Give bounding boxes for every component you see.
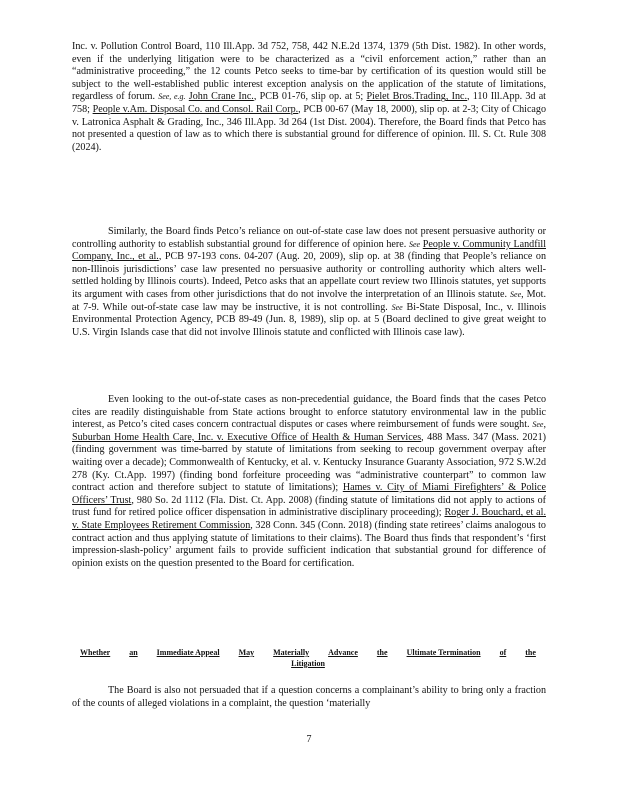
case-citation: People v. Community Landfill Company, Inc., et al. (72, 238, 546, 263)
paragraph-text: Even looking to the out-of-state cases as non-precedential guidance, the Board finds that the cases Petco cites are readily distinguishable from State actions brought to enforce statutory environmental law in the public interest, as Petco’s cited cases concern contractual disputes or cases where reimbursement of funds were sought. (72, 394, 546, 431)
heading-word: the (525, 648, 536, 657)
case-citation: People v.Am. Disposal Co. and Consol. Rail Corp. (92, 103, 299, 115)
paragraph-text: , PCB 00-67 (May 18, 2000), slip op. at 2-3; City of Chicago v. Latronica Asphalt & Grading, Inc., 346 Ill.App. 3d 264 (1st Dist. 2004). Therefore, the Board finds that Petco has not presented a question of law as to which there is substantial ground for difference of opinion. Ill. S. Ct. Rule 308 (2024). (72, 103, 546, 153)
paragraph-4 (72, 685, 546, 710)
paragraph-text: , 328 Conn. 345 (Conn. 2018) (finding state retirees’ claims analogous to contract action and thus applying statute of limitations to their claims). The Board thus finds that respondent’s ‘first impression-slash-policy’ argument fails to provide sufficient indication that substantial ground for difference of opinion exists on the question presented to the Board for certification. (72, 519, 546, 569)
heading-word: Litigation (291, 659, 325, 668)
heading-word: Ultimate Termination (406, 648, 481, 657)
citation-signal: See, e.g. (158, 92, 186, 102)
heading-line-2 (80, 658, 536, 669)
heading-word: of (499, 648, 507, 657)
paragraph-1 (72, 41, 546, 154)
citation-signal: See (510, 289, 522, 299)
paragraph-text: Bi-State Disposal, Inc., v. Illinois Environmental Protection Agency, PCB 89-49 (Jun. 8, 1989), slip op. at 5 (Board declined to give great weight to U.S. Virgin Islands case that did not involve Illinois statute and conflicted with Illinois case law). (72, 301, 546, 338)
paragraph-text: , 488 Mass. 347 (Mass. 2021) (finding government was time-barred by statute of limitations from seeking to recoup government overpay after waiting over a decade); Commonwealth of Kentucky, et al. v. Kentucky Insurance Guaranty Association, 972 S.W.2d 278 (Ky. Ct.App. 1997) (finding bond forfeiture proceeding was “administrative counterpart” to common law contract action and therefore subject to statute of limitations); (72, 431, 546, 494)
paragraph-text: Similarly, the Board finds Petco’s reliance on out-of-state case law does not present persuasive authority or controlling authority to establish substantial ground for difference of opinion here. (72, 226, 546, 250)
citation-signal: See (391, 302, 403, 312)
case-citation: Pielet Bros.Trading, Inc. (366, 91, 468, 103)
paragraph-text: Inc. v. Pollution Control Board, 110 Ill.App. 3d 752, 758, 442 N.E.2d 1374, 1379 (5th Dist. 1982). In other words, even if the underlying litigation were to be characterized as a “civil enforcement action,” rather than an “administrative proceeding,” the 12 counts Petco seeks to time-bar by certification of its question would still be subject to the well-established public interest exception analysis on the application of the statute of limitations, regardless of forum. (72, 41, 546, 103)
case-citation: John Crane Inc. (188, 91, 254, 103)
heading-word: Materially (273, 648, 310, 657)
citation-signal: See (532, 420, 544, 430)
paragraph-3 (72, 394, 546, 570)
paragraph-text: , 980 So. 2d 1112 (Fla. Dist. Ct. App. 2008) (finding statute of limitations did not apply to actions of trust fund for retired police officer dispensation in administrative disciplinary proceeding); (72, 494, 546, 519)
heading-word: May (238, 648, 255, 657)
case-citation: Suburban Home Health Care, Inc. v. Executive Office of Health & Human Services (72, 431, 422, 443)
heading-word: the (376, 648, 388, 657)
paragraph-text: , Mot. at 7-9. While out-of-state case law may be instructive, it is not controlling. (72, 288, 546, 313)
paragraph-text: , PCB 01-76, slip op. at 5; (253, 91, 367, 103)
heading-word: Immediate Appeal (156, 648, 220, 657)
paragraph-text: , 110 Ill.App. 3d at 758; (72, 91, 546, 115)
case-citation: Hames v. City of Miami Firefighters’ & Police Officers’ Trust (72, 482, 546, 506)
page-number: 7 (306, 734, 312, 745)
section-heading (80, 647, 536, 669)
citation-signal: See (408, 239, 421, 249)
heading-word: an (129, 648, 138, 657)
case-citation: Roger J. Bouchard, et al. v. State Employees Retirement Commission (72, 507, 546, 531)
paragraph-2 (72, 226, 546, 339)
paragraph-text: , PCB 97-193 cons. 04-207 (Aug. 20, 2009), slip op. at 38 (finding that People’s reliance on non-Illinois jurisdictions’ case law presented no persuasive authority or controlling authority which alters well-settled holding by Illinois courts). Indeed, Petco asks that an appellate court review two Illinois statutes, yet supports its argument with cases from other jurisdictions that do not involve the interpretation of an Illinois statute. (72, 251, 547, 300)
heading-line-1 (80, 647, 536, 658)
heading-word: Whether (80, 648, 111, 657)
paragraph-text: , (543, 419, 546, 431)
paragraph-text: The Board is also not persuaded that if a question concerns a complainant’s ability to bring only a fraction of the counts of alleged violations in a complaint, the question ‘materially (72, 685, 546, 709)
heading-word: Advance (328, 648, 358, 657)
